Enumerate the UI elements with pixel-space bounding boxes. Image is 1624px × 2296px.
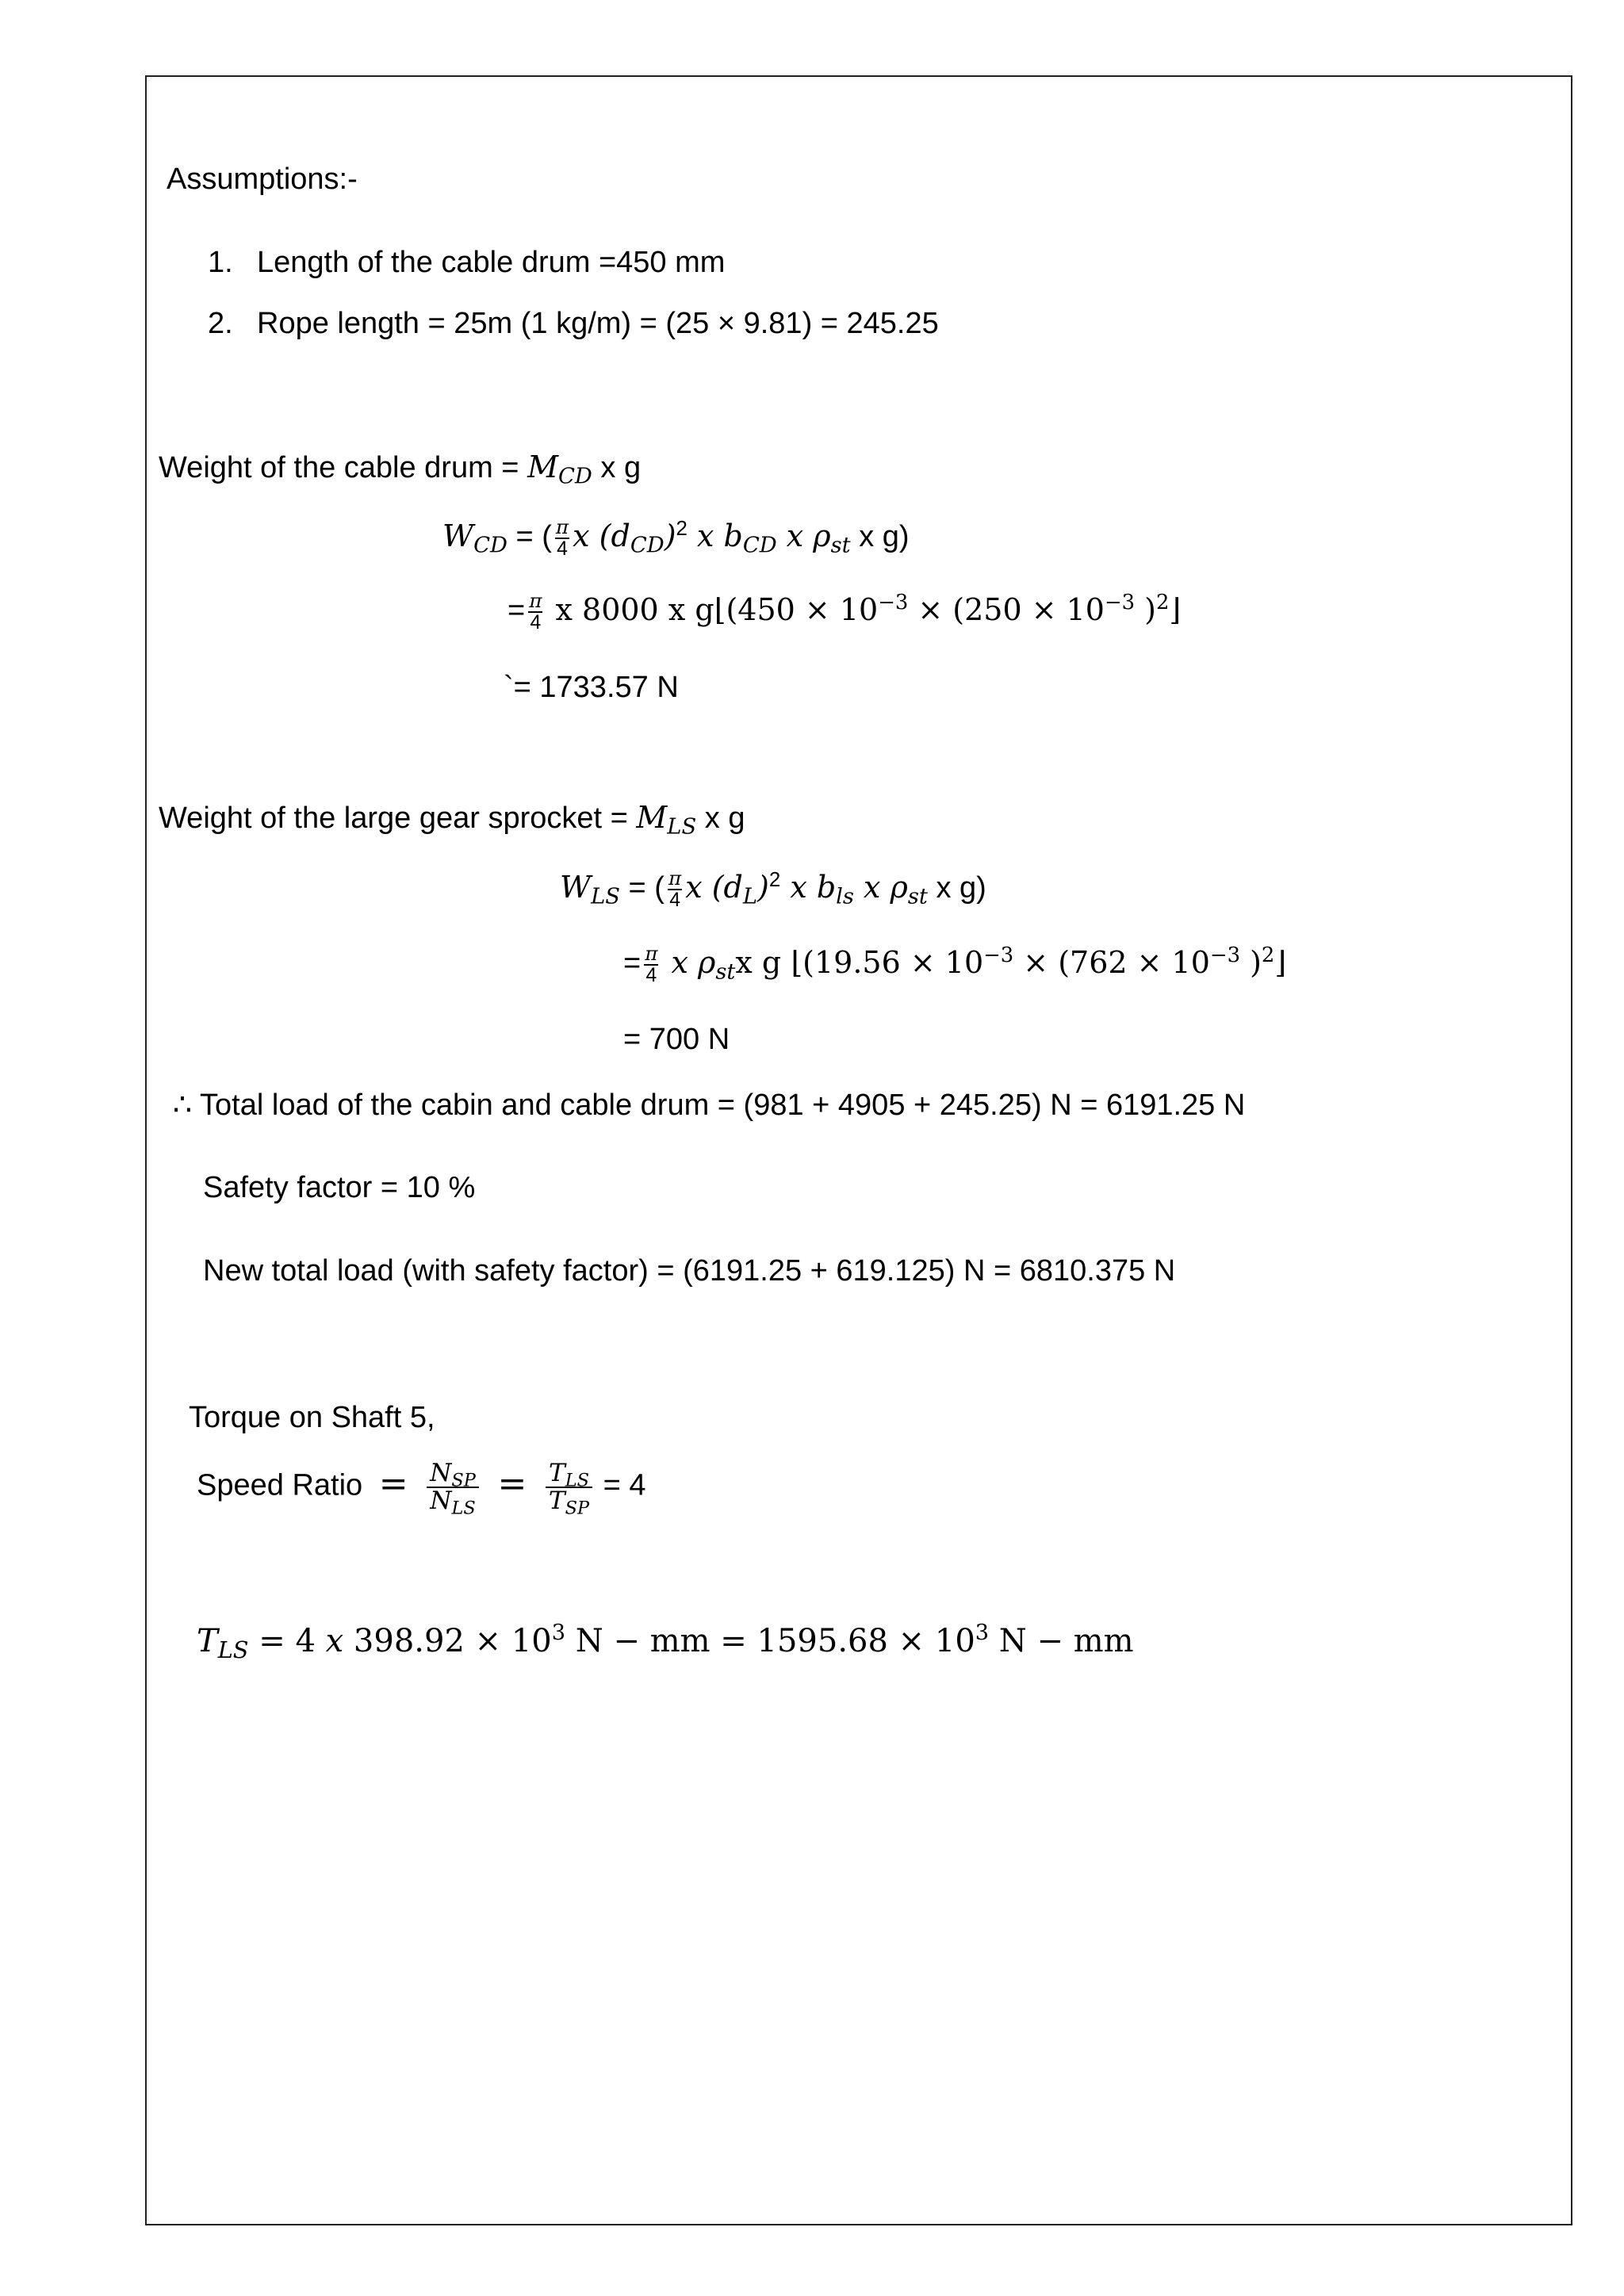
pi-over-4-fraction: $\frac{\pi}{4}$: [555, 515, 569, 560]
large-sprocket-formula: $W_{LS}$ = ( $\frac{\pi}{4}$ x $(d_L)^2$ x $b_{ls}$ x $\rho_{st}$ x g): [560, 867, 986, 911]
list-item-text: Length of the cable drum =450 mm: [257, 246, 726, 279]
torque-heading: Torque on Shaft 5,: [189, 1401, 435, 1434]
list-item-text: Rope length = 25m (1 kg/m) = (25 × 9.81) = 245.25: [257, 307, 939, 340]
tls-over-tsp-fraction: $\frac{T_{LS}}{T_{SP}}$: [546, 1460, 592, 1513]
assumption-item-2: [208, 307, 939, 342]
pi-over-4-fraction: $\frac{\pi}{4}$: [645, 942, 658, 986]
list-number: 2.: [208, 307, 233, 340]
speed-ratio-equation: Speed Ratio = $\frac{N_{SP}}{N_{LS}}$ = $\frac{T_{LS}}{T_{SP}}$ = 4: [197, 1459, 646, 1518]
pi-over-4-fraction: $\frac{\pi}{4}$: [529, 589, 542, 633]
pi-over-4-fraction: $\frac{\pi}{4}$: [668, 867, 682, 911]
list-number: 1.: [208, 246, 233, 279]
safety-factor-line: Safety factor = 10 %: [203, 1171, 476, 1204]
torque-result-equation: $T_{LS} = 4$ x $398.92 \times 10^3$ N − mm = $1595.68 \times 10^3$ N − mm: [197, 1621, 1134, 1664]
assumption-item-1: [208, 246, 725, 281]
nsp-over-nls-fraction: $\frac{N_{SP}}{N_{LS}}$: [427, 1460, 479, 1513]
page-border: [145, 75, 1572, 2225]
total-load-line: ∴ Total load of the cabin and cable drum = (981 + 4905 + 245.25) N = 6191.25 N: [173, 1089, 1246, 1122]
large-sprocket-result: = 700 N: [623, 1023, 730, 1056]
cable-drum-formula: $W_{CD}$ = ( $\frac{\pi}{4}$ x $(d_{CD})^2$ x $b_{CD}$ x $\rho_{st}$ x g): [442, 515, 910, 560]
cable-drum-label: Weight of the cable drum = $M_{CD}$ x g: [159, 450, 642, 489]
cable-drum-result: `= 1733.57 N: [504, 671, 679, 704]
large-sprocket-substitution: = $\frac{\pi}{4}$ x $\rho_{st}x$ g ⌊(19.56 × $10^{-3} \times (762 \times 10^{-3}$ )$^2$⌋: [623, 942, 1287, 986]
cable-drum-substitution: = $\frac{\pi}{4}$ x 8000 x g⌊(450 × $10^{-3} \times (250 \times 10^{-3}$ )$^2$⌋: [508, 589, 1182, 633]
assumptions-heading: Assumptions:-: [167, 163, 358, 196]
large-sprocket-label: Weight of the large gear sprocket = $M_{LS}$ x g: [159, 800, 745, 840]
new-total-load-line: New total load (with safety factor) = (6191.25 + 619.125) N = 6810.375 N: [203, 1254, 1176, 1288]
